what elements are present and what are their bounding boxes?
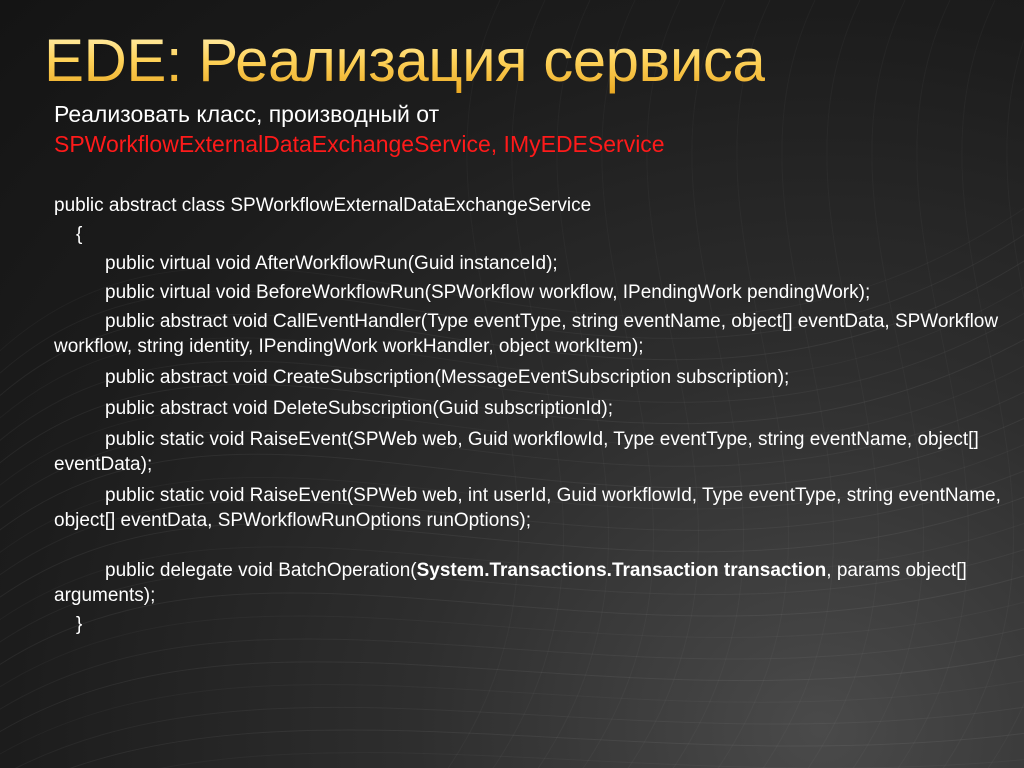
subtitle-text: Реализовать класс, производный от [54, 101, 440, 127]
delegate-prefix: public delegate void BatchOperation( [105, 560, 417, 581]
close-brace: } [76, 614, 83, 635]
delegate-batch-operation [54, 558, 1004, 608]
delegate-suffix: , params object[] arguments); [54, 560, 967, 606]
subtitle-highlight: SPWorkflowExternalDataExchangeService, IMyEDEService [54, 131, 665, 157]
method-delete-subscription: public abstract void DeleteSubscription(Guid subscriptionId); [105, 398, 613, 419]
method-raise-event-1: public static void RaiseEvent(SPWeb web, Guid workflowId, Type eventType, string eventName, object[] eventData); [54, 429, 979, 475]
open-brace: { [76, 224, 83, 245]
method-call-event-handler: public abstract void CallEventHandler(Type eventType, string eventName, object[] eventData, SPWorkflow workflow, string identity, IPendingWork workHandler, object workItem); [54, 311, 999, 357]
method-create-subscription: public abstract void CreateSubscription(MessageEventSubscription subscription); [105, 367, 790, 388]
method-before-workflow-run: public virtual void BeforeWorkflowRun(SPWorkflow workflow, IPendingWork pendingWork); [105, 282, 871, 303]
delegate-param-bold: System.Transactions.Transaction transaction [416, 560, 827, 581]
slide-title: EDE: Реализация сервиса [44, 27, 766, 94]
method-after-workflow-run: public virtual void AfterWorkflowRun(Guid instanceId); [105, 253, 558, 274]
class-declaration: public abstract class SPWorkflowExternalDataExchangeService [54, 195, 592, 216]
method-raise-event-2: public static void RaiseEvent(SPWeb web, int userId, Guid workflowId, Type eventType, string eventName, object[] eventData, SPWorkflowRunOptions runOptions); [54, 485, 1001, 531]
code-listing [54, 193, 1004, 637]
